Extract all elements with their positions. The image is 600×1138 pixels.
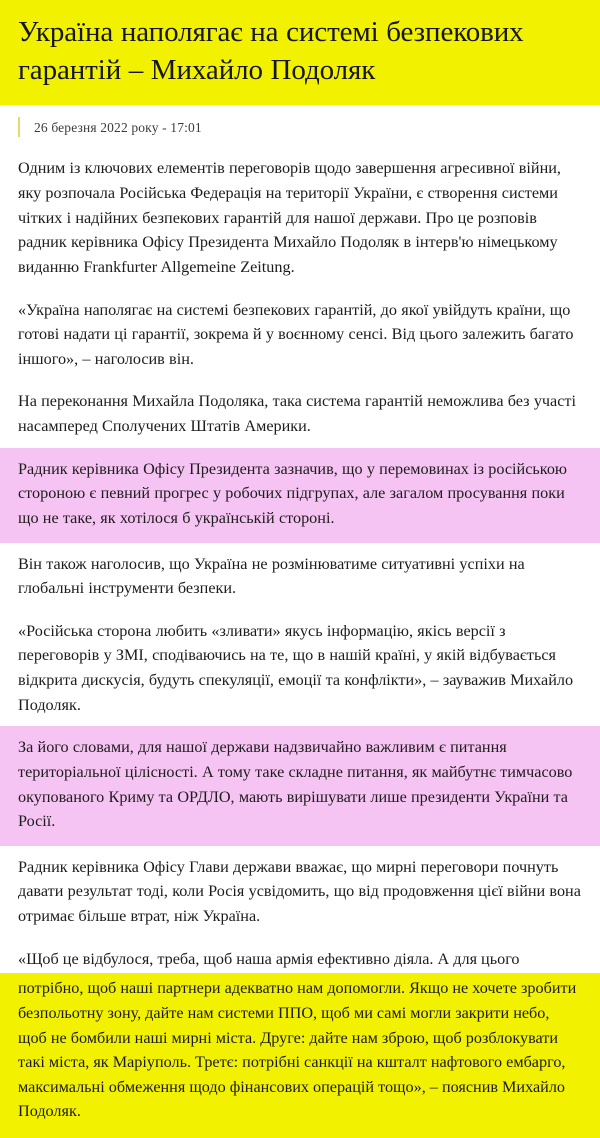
paragraph: Радник керівника Офісу Глави держави вважає, що мирні переговори почнуть давати результат тоді, коли Росія усвідомить, що від продовження цієї війни вона отримає більше втрат, ніж Україна.: [18, 857, 581, 925]
paragraph-highlighted-pink: За його словами, для нашої держави надзвичайно важливим є питання територіальної цілісності. А тому таке складне питання, як майбутнє тимчасово окупованого Криму та ОРДЛО, мають вирішувати лише президенти України та Росії.: [0, 726, 600, 846]
paragraph-highlighted-yellow: потрібно, щоб наші партнери адекватно нам допомогли. Якщо не хочете зробити безпольотну зону, дайте нам системи ППО, щоб ми самі могли закрити небо, щоб не бомбили наші мирні міста. Друге: дайте нам зброю, щоб розблокувати такі міста, як Маріуполь. Третє: потрібні санкції на кшталт нафтового ембарго, максимальні обмеження щодо фінансових операцій тощо», – пояснив Михайло Подоляк.: [0, 973, 600, 1138]
page-title: Україна наполягає на системі безпекових гарантій – Михайло Подоляк: [18, 16, 524, 86]
paragraph: Він також наголосив, що Україна не розмінюватиме ситуативні успіхи на глобальні інструменти безпеки.: [18, 554, 525, 598]
article-body: [0, 147, 600, 1138]
paragraph: Одним із ключових елементів переговорів щодо завершення агресивної війни, яку розпочала Російська Федерація на території України, є створення системи чітких і надійних безпекових гарантій для нашої держави. Про це розповів радник керівника Офісу Президента Михайло Подоляк в інтерв'ю німецькому виданню Frankfurter Allgemeine Zeitung.: [18, 159, 561, 276]
paragraph: «Російська сторона любить «зливати» якусь інформацію, якісь версії з переговорів у ЗМІ, сподіваючись на те, що в нашій країні, у якій відбувається відкрита дискусія, будуть спекуляції, емоції та конфлікти», – зауважив Михайло Подоляк.: [18, 621, 574, 714]
paragraph-lead-line: «Щоб це відбулося, треба, щоб наша армія ефективно діяла. А для цього: [18, 949, 520, 968]
paragraph: «Україна наполягає на системі безпекових гарантій, до якої увійдуть країни, що готові надати ці гарантії, зокрема й у воєнному сенсі. Від цього залежить багато іншого», – наголосив він.: [18, 300, 574, 368]
meta-accent-rule: [18, 117, 20, 137]
paragraph-partially-highlighted: [0, 938, 600, 1138]
article-hero-header: [0, 0, 600, 105]
article-meta: [0, 105, 600, 147]
paragraph: На переконання Михайла Подоляка, така система гарантій неможлива без участі насамперед Сполучених Штатів Америки.: [18, 392, 576, 435]
publish-timestamp: 26 березня 2022 року - 17:01: [34, 119, 202, 135]
paragraph-highlighted-pink: Радник керівника Офісу Президента зазначив, що у перемовинах із російською стороною є певний прогрес у робочих підгрупах, але загалом просування поки що не таке, як хотілося б українській стороні.: [0, 448, 600, 543]
